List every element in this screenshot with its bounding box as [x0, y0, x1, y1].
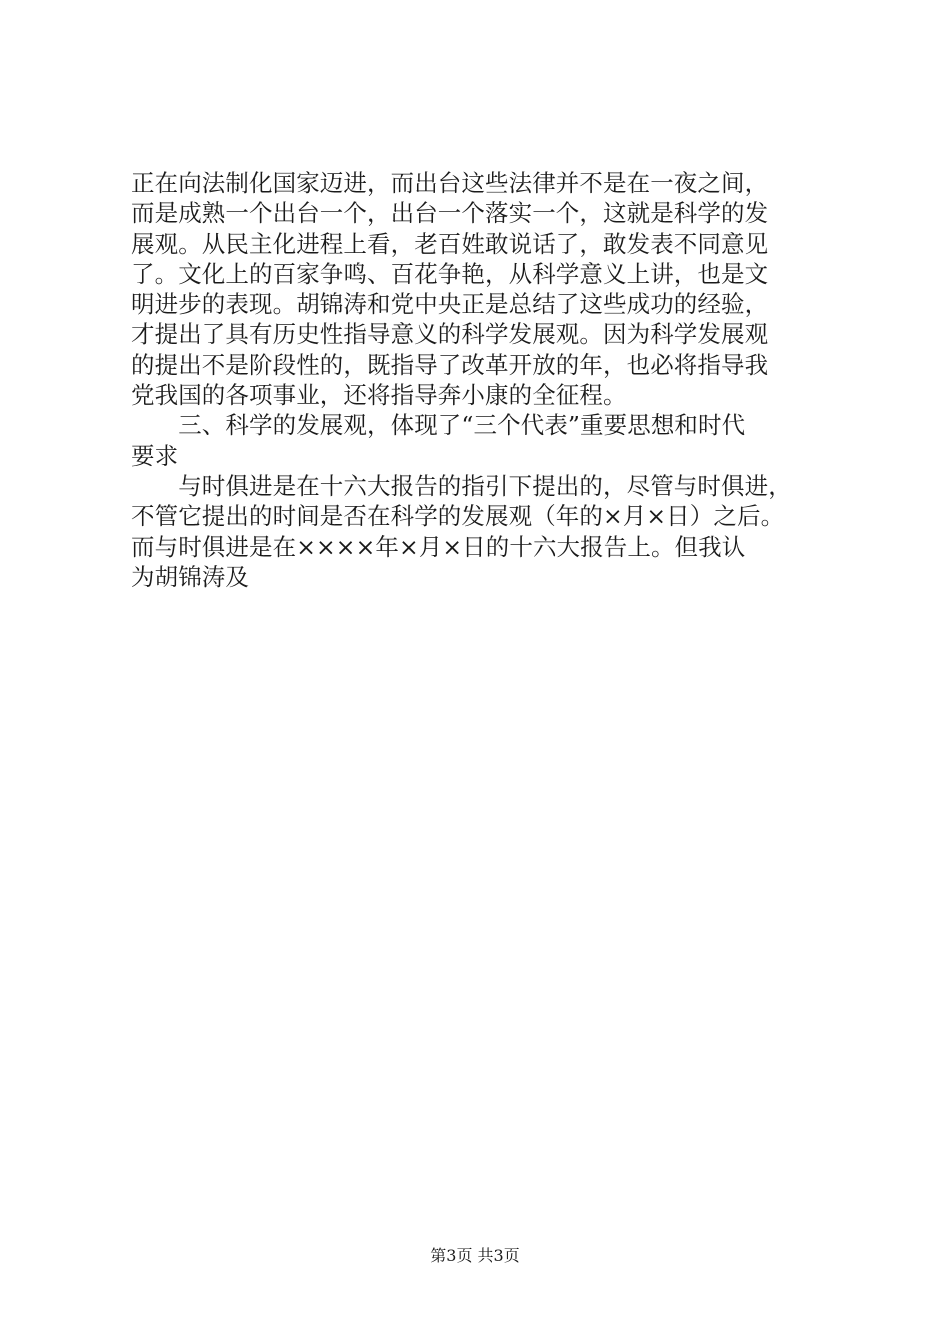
text-line: 与时俱进是在十六大报告的指引下提出的，尽管与时俱进，	[131, 471, 792, 500]
text-line: 而是成熟一个出台一个，出台一个落实一个，这就是科学的发	[131, 199, 769, 228]
section-heading: 三、科学的发展观，体现了“三个代表”重要思想和时代	[131, 411, 746, 440]
page-number-footer: 第3页 共3页	[430, 1246, 520, 1265]
text-line: 而与时俱进是在××××年×月×日的十六大报告上。但我认	[131, 532, 746, 561]
body-text	[131, 168, 831, 592]
section-heading-continued: 要求	[131, 441, 179, 470]
text-line: 不管它提出的时间是否在科学的发展观（年的×月×日）之后。	[131, 502, 785, 531]
text-line: 的提出不是阶段性的，既指导了改革开放的年，也必将指导我	[131, 350, 769, 379]
text-line: 党我国的各项事业，还将指导奔小康的全征程。	[131, 381, 627, 410]
text-line: 为胡锦涛及	[131, 562, 249, 591]
text-line: 才提出了具有历史性指导意义的科学发展观。因为科学发展观	[131, 320, 769, 349]
text-line: 正在向法制化国家迈进，而出台这些法律并不是在一夜之间，	[131, 169, 769, 197]
text-line: 明进步的表现。胡锦涛和党中央正是总结了这些成功的经验，	[131, 290, 769, 319]
text-line: 了。文化上的百家争鸣、百花争艳，从科学意义上讲，也是文	[131, 259, 769, 288]
text-line: 展观。从民主化进程上看，老百姓敢说话了，敢发表不同意见	[131, 229, 769, 258]
